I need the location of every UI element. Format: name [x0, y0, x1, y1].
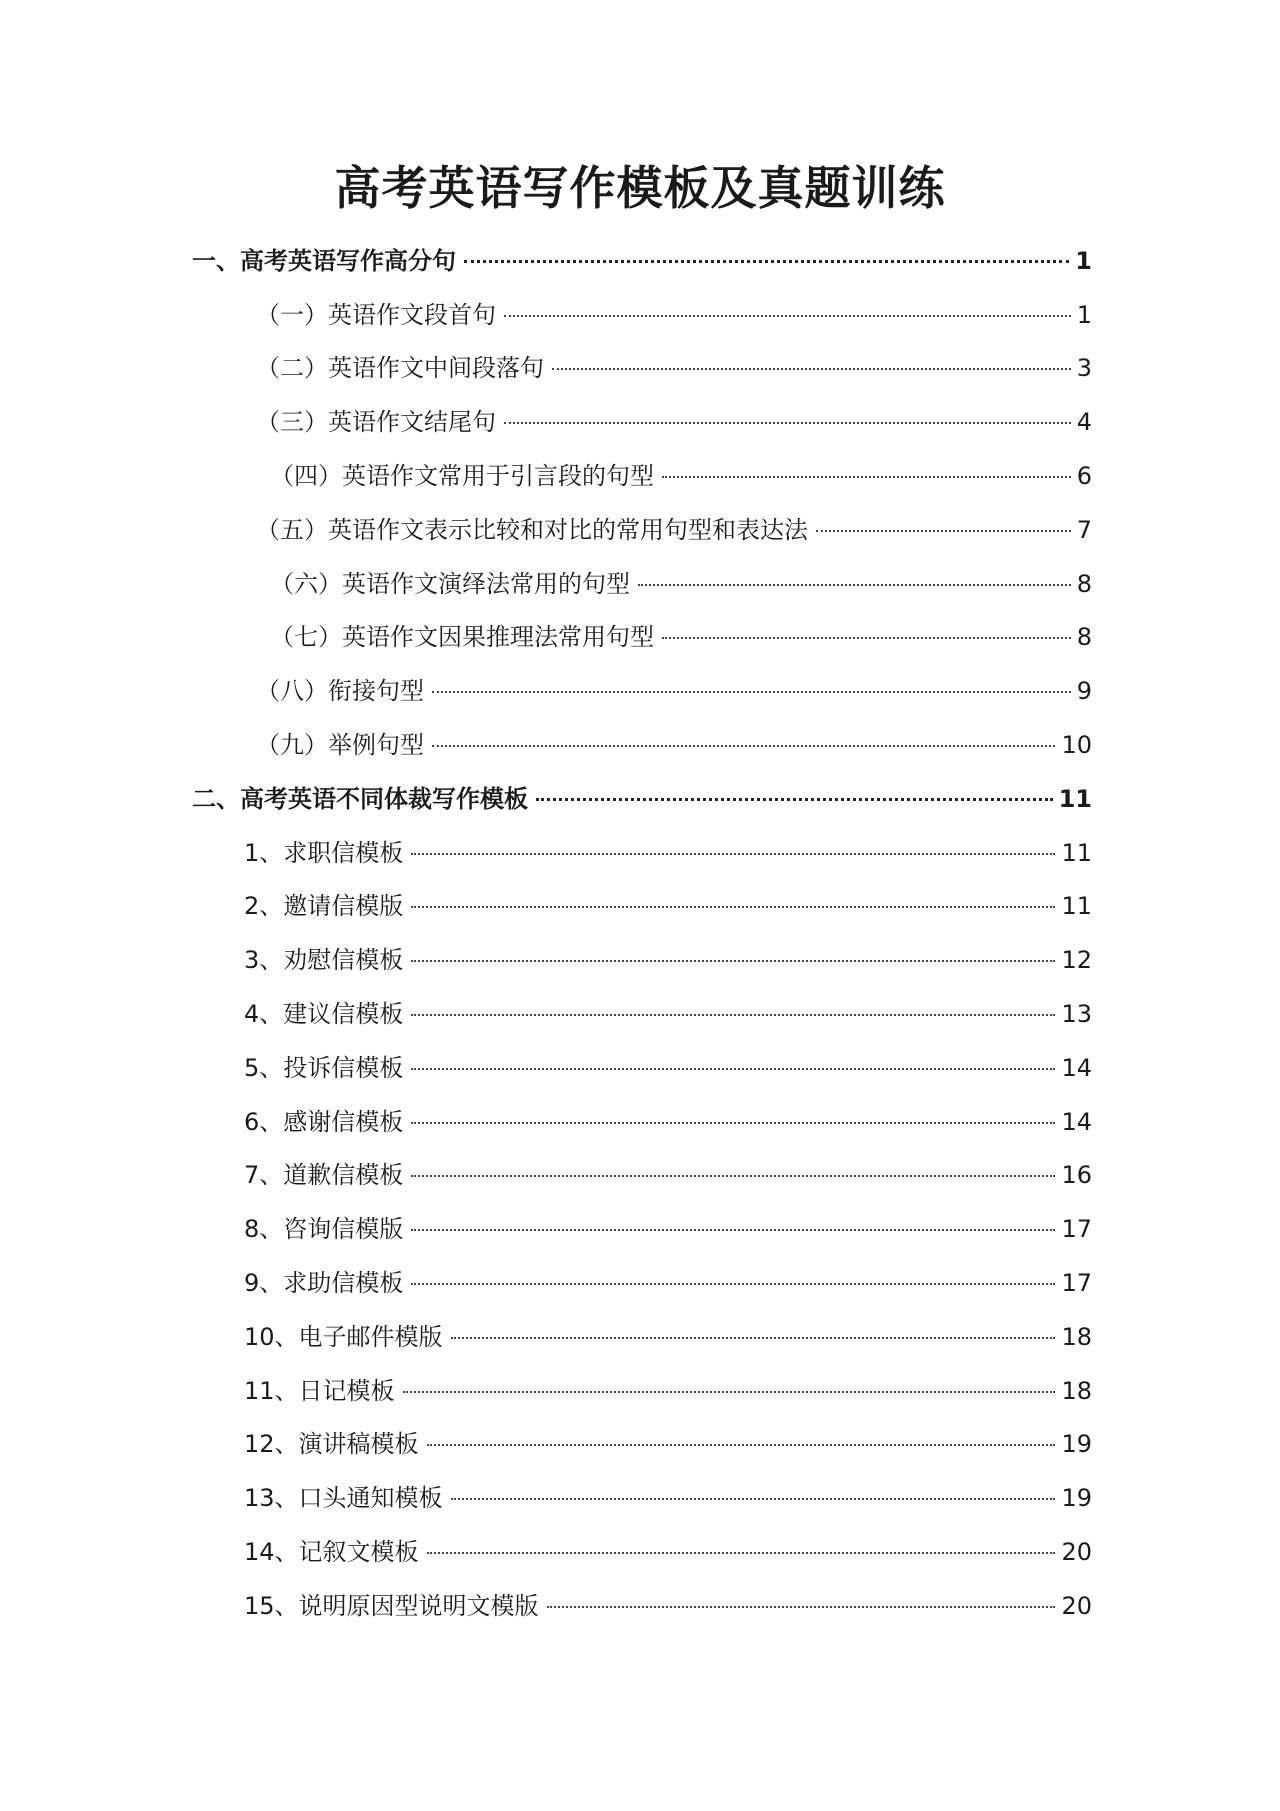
- toc-dot-leader: [552, 368, 1071, 370]
- toc-entry-line[interactable]: [244, 1483, 1092, 1513]
- toc-entry-line[interactable]: [244, 1160, 1092, 1190]
- toc-entry-label: （五）英语作文表示比较和对比的常用句型和表达法: [256, 515, 808, 544]
- toc-page-number: 20: [1061, 1538, 1092, 1567]
- toc-entry-line[interactable]: [192, 246, 1092, 276]
- toc-entry[interactable]: [0, 1471, 1280, 1525]
- toc-entry-line[interactable]: [256, 515, 1092, 545]
- toc-dot-leader: [411, 960, 1055, 962]
- toc-entry-label: 14、记叙文模板: [244, 1538, 419, 1567]
- toc-entry-line[interactable]: [244, 1591, 1092, 1621]
- toc-dot-leader: [427, 1444, 1056, 1446]
- toc-entry-label: （六）英语作文演绎法常用的句型: [270, 569, 630, 598]
- toc-page-number: 3: [1076, 354, 1092, 383]
- toc-entry-line[interactable]: [256, 407, 1092, 437]
- toc-entry-label: 一、高考英语写作高分句: [192, 246, 456, 275]
- toc-dot-leader: [403, 1391, 1056, 1393]
- toc-entry-label: 12、演讲稿模板: [244, 1430, 419, 1459]
- toc-entry[interactable]: [0, 503, 1280, 557]
- toc-section-heading[interactable]: [0, 234, 1280, 288]
- toc-entry[interactable]: [0, 288, 1280, 342]
- toc-page-number: 8: [1076, 623, 1092, 652]
- toc-entry[interactable]: [0, 933, 1280, 987]
- toc-page-number: 1: [1076, 300, 1092, 329]
- toc-dot-leader: [411, 1122, 1055, 1124]
- toc-entry[interactable]: [0, 342, 1280, 396]
- toc-entry-line[interactable]: [256, 353, 1092, 383]
- table-of-contents: [0, 234, 1280, 1633]
- toc-entry[interactable]: [0, 1310, 1280, 1364]
- toc-entry-label: （七）英语作文因果推理法常用句型: [270, 623, 654, 652]
- toc-entry[interactable]: [0, 987, 1280, 1041]
- toc-entry-label: 13、口头通知模板: [244, 1484, 443, 1513]
- toc-entry-label: 9、求助信模板: [244, 1269, 404, 1298]
- toc-page-number: 4: [1076, 408, 1092, 437]
- toc-entry[interactable]: [0, 449, 1280, 503]
- toc-page-number: 13: [1061, 1000, 1092, 1029]
- toc-dot-leader: [638, 584, 1071, 586]
- toc-entry-label: 二、高考英语不同体裁写作模板: [192, 784, 528, 813]
- toc-dot-leader: [432, 745, 1055, 747]
- toc-dot-leader: [411, 1068, 1055, 1070]
- toc-entry-label: 4、建议信模板: [244, 1000, 404, 1029]
- toc-page-number: 11: [1061, 892, 1092, 921]
- toc-entry-label: 15、说明原因型说明文模版: [244, 1591, 539, 1620]
- toc-entry-line[interactable]: [244, 1107, 1092, 1137]
- toc-page-number: 20: [1061, 1591, 1092, 1620]
- toc-entry-label: （二）英语作文中间段落句: [256, 354, 544, 383]
- toc-entry-line[interactable]: [270, 461, 1092, 491]
- toc-entry-label: 1、求职信模板: [244, 838, 404, 867]
- toc-entry-line[interactable]: [270, 622, 1092, 652]
- toc-page-number: 19: [1061, 1430, 1092, 1459]
- toc-entry-line[interactable]: [244, 1322, 1092, 1352]
- toc-dot-leader: [662, 476, 1071, 478]
- toc-entry-line[interactable]: [244, 838, 1092, 868]
- toc-page-number: 16: [1061, 1161, 1092, 1190]
- toc-entry-label: 8、咨询信模版: [244, 1215, 404, 1244]
- toc-entry[interactable]: [0, 664, 1280, 718]
- toc-dot-leader: [411, 906, 1055, 908]
- toc-entry[interactable]: [0, 1418, 1280, 1472]
- toc-entry[interactable]: [0, 1202, 1280, 1256]
- toc-entry-label: （一）英语作文段首句: [256, 300, 496, 329]
- toc-entry-line[interactable]: [244, 1376, 1092, 1406]
- toc-page-number: 7: [1076, 515, 1092, 544]
- toc-page-number: 11: [1058, 784, 1092, 813]
- toc-dot-leader: [504, 315, 1071, 317]
- toc-page-number: 18: [1061, 1322, 1092, 1351]
- toc-entry[interactable]: [0, 880, 1280, 934]
- toc-entry-line[interactable]: [192, 784, 1092, 814]
- toc-page-number: 8: [1076, 569, 1092, 598]
- toc-page-number: 17: [1061, 1269, 1092, 1298]
- toc-entry-line[interactable]: [244, 999, 1092, 1029]
- toc-entry[interactable]: [0, 1364, 1280, 1418]
- toc-entry[interactable]: [0, 557, 1280, 611]
- toc-dot-leader: [504, 422, 1071, 424]
- toc-dot-leader: [411, 1283, 1055, 1285]
- toc-page-number: 10: [1061, 731, 1092, 760]
- toc-dot-leader: [451, 1337, 1056, 1339]
- toc-dot-leader: [451, 1498, 1056, 1500]
- toc-page-number: 6: [1076, 462, 1092, 491]
- toc-dot-leader: [464, 260, 1069, 263]
- toc-entry-line[interactable]: [244, 1214, 1092, 1244]
- toc-entry-line[interactable]: [244, 1053, 1092, 1083]
- toc-dot-leader: [432, 691, 1071, 693]
- toc-dot-leader: [536, 798, 1053, 801]
- toc-dot-leader: [411, 1175, 1055, 1177]
- toc-entry-label: 3、劝慰信模板: [244, 946, 404, 975]
- toc-page-number: 1: [1075, 246, 1092, 275]
- document-title: 高考英语写作模板及真题训练: [334, 161, 946, 215]
- toc-entry-label: （八）衔接句型: [256, 677, 424, 706]
- toc-entry[interactable]: [0, 611, 1280, 665]
- toc-page-number: 17: [1061, 1215, 1092, 1244]
- toc-entry-line[interactable]: [244, 1268, 1092, 1298]
- toc-entry[interactable]: [0, 1041, 1280, 1095]
- toc-entry[interactable]: [0, 826, 1280, 880]
- toc-entry[interactable]: [0, 1579, 1280, 1633]
- toc-entry[interactable]: [0, 395, 1280, 449]
- toc-entry-label: 6、感谢信模板: [244, 1107, 404, 1136]
- toc-page-number: 18: [1061, 1376, 1092, 1405]
- toc-page-number: 19: [1061, 1484, 1092, 1513]
- toc-entry-line[interactable]: [244, 1537, 1092, 1567]
- toc-entry-label: 5、投诉信模板: [244, 1053, 404, 1082]
- toc-entry-line[interactable]: [256, 676, 1092, 706]
- toc-page-number: 12: [1061, 946, 1092, 975]
- toc-entry[interactable]: [0, 1525, 1280, 1579]
- toc-entry-line[interactable]: [244, 1429, 1092, 1459]
- toc-entry-line[interactable]: [256, 730, 1092, 760]
- toc-entry-line[interactable]: [256, 300, 1092, 330]
- toc-entry-label: 7、道歉信模板: [244, 1161, 404, 1190]
- toc-entry[interactable]: [0, 1256, 1280, 1310]
- toc-entry-label: 2、邀请信模版: [244, 892, 404, 921]
- toc-page-number: 14: [1061, 1053, 1092, 1082]
- toc-entry-label: 10、电子邮件模版: [244, 1322, 443, 1351]
- toc-entry-line[interactable]: [244, 945, 1092, 975]
- toc-entry-label: 11、日记模板: [244, 1376, 395, 1405]
- toc-entry[interactable]: [0, 1095, 1280, 1149]
- toc-dot-leader: [427, 1552, 1056, 1554]
- toc-entry-label: （九）举例句型: [256, 731, 424, 760]
- toc-entry-label: （四）英语作文常用于引言段的句型: [270, 462, 654, 491]
- toc-dot-leader: [411, 853, 1055, 855]
- toc-page-number: 11: [1061, 838, 1092, 867]
- toc-dot-leader: [411, 1014, 1055, 1016]
- toc-page-number: 14: [1061, 1107, 1092, 1136]
- toc-dot-leader: [816, 530, 1071, 532]
- toc-entry-line[interactable]: [244, 891, 1092, 921]
- toc-page-number: 9: [1076, 677, 1092, 706]
- toc-dot-leader: [411, 1229, 1055, 1231]
- toc-entry-label: （三）英语作文结尾句: [256, 408, 496, 437]
- toc-dot-leader: [547, 1606, 1056, 1608]
- toc-entry[interactable]: [0, 1149, 1280, 1203]
- toc-entry-line[interactable]: [270, 569, 1092, 599]
- toc-entry[interactable]: [0, 718, 1280, 772]
- toc-dot-leader: [662, 637, 1071, 639]
- toc-section-heading[interactable]: [0, 772, 1280, 826]
